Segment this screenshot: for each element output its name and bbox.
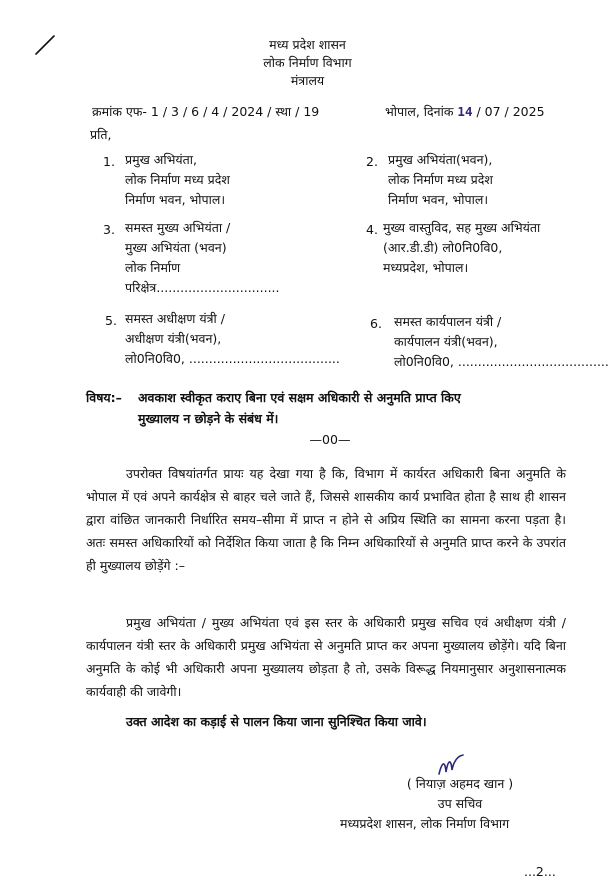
header-line-2: लोक निर्माण विभाग [263, 55, 352, 70]
addressee-5-number: 5. [105, 313, 117, 328]
addressee-line: समस्त कार्यपालन यंत्री / [394, 314, 502, 329]
separator: —00— [309, 432, 351, 447]
body-paragraph-2: प्रमुख अभियंता / मुख्य अभियंता एवं इस स्तर के अधिकारी प्रमुख सचिव एवं अधीक्षण यंत्री / कार्यपालन यंत्री स्तर के अधिकारी प्रमुख अभियंता से अनुमति प्राप्त कर अपना मुख्यालय छोड़ेंगे। यदि बिना अनुमति के कोई भी अधिकारी अपना मुख्यालय छोड़ता है तो, उसके विरूद्ध नियमानुसार अनुशासनात्मक कार्यवाही की जावेगी। [86, 615, 566, 699]
date-place: भोपाल, दिनांक [385, 104, 454, 119]
signatory-name: ( नियाज़ अहमद खान ) [406, 776, 514, 791]
addressee-1 [125, 150, 230, 210]
addressee-1-number: 1. [103, 154, 115, 169]
addressee-line: कार्यपालन यंत्री(भवन), [394, 334, 498, 349]
addressee-line: प्रमुख अभियंता, [125, 152, 197, 167]
addressee-line: मध्यप्रदेश, भोपाल। [383, 260, 469, 275]
addressee-line: मुख्य अभियंता (भवन) [125, 240, 227, 255]
addressee-line: निर्माण भवन, भोपाल। [125, 192, 226, 207]
addressee-5 [125, 309, 340, 369]
page-continuation-marker: ...2... [524, 864, 556, 879]
addressee-line: लोक निर्माण [125, 260, 181, 275]
addressee-2 [388, 150, 493, 210]
addressee-line: समस्त मुख्य अभियंता / [125, 220, 231, 235]
body-paragraph-3: उक्त आदेश का कड़ाई से पालन किया जाना सुनिश्चित किया जावे। [126, 714, 427, 729]
addressee-line: लो0नि0वि0, ...................................... [125, 351, 340, 366]
subject-line-1: अवकाश स्वीकृत कराए बिना एवं सक्षम अधिकारी से अनुमति प्राप्त किए [138, 390, 461, 405]
addressee-4 [383, 218, 540, 278]
date-day-handwritten: 14 [457, 104, 473, 119]
reference-date [385, 103, 545, 120]
header-line-1: मध्य प्रदेश शासन [269, 37, 346, 52]
addressee-3 [125, 218, 280, 298]
addressee-2-number: 2. [366, 154, 378, 169]
addressee-line: अधीक्षण यंत्री(भवन), [125, 331, 222, 346]
reference-number: क्रमांक एफ- 1 / 3 / 6 / 4 / 2024 / स्था / 19 [92, 104, 320, 119]
addressee-line: मुख्य वास्तुविद, सह मुख्य अभियंता [383, 220, 541, 235]
addressee-line: (आर.डी.डी) लो0नि0वि0, [383, 240, 503, 255]
addressee-line: परिक्षेत्र............................... [125, 280, 280, 295]
header-line-3: मंत्रालय [290, 73, 325, 88]
addressee-line: समस्त अधीक्षण यंत्री / [125, 311, 225, 326]
subject-line-2: मुख्यालय न छोड़ने के संबंध में। [138, 411, 279, 426]
signatory-department: मध्यप्रदेश शासन, लोक निर्माण विभाग [340, 816, 510, 831]
addressee-6-number: 6. [370, 316, 382, 331]
signatory-designation: उप सचिव [437, 796, 483, 811]
subject-label: विषय:– [86, 390, 122, 405]
body-paragraph-1: उपरोक्त विषयांतर्गत प्रायः यह देखा गया है कि, विभाग में कार्यरत अधिकारी बिना अनुमति के भोपाल में एवं अपने कार्यक्षेत्र से बाहर चले जाते हैं, जिससे शासकीय कार्य प्रभावित होता है साथ ही शासन द्वारा वांछित जानकारी निर्धारित समय–सीमा में प्राप्त न होने से अप्रिय स्थिति का सामना करना पड़ता है। अतः समस्त अधिकारियों को निर्देशित किया जाता है कि निम्न अधिकारियों से अनुमति प्राप्त करने के उपरांत ही मुख्यालय छोड़ेंगे :– [86, 466, 566, 573]
addressee-line: लोक निर्माण मध्य प्रदेश [388, 172, 493, 187]
addressee-line: प्रमुख अभियंता(भवन), [388, 152, 493, 167]
addressee-6 [394, 312, 609, 372]
addressee-3-number: 3. [103, 222, 115, 237]
addressee-4-number: 4. [366, 222, 378, 237]
addressee-line: लोक निर्माण मध्य प्रदेश [125, 172, 230, 187]
date-month-year: / 07 / 2025 [476, 104, 545, 119]
prati-label: प्रति, [90, 127, 112, 142]
addressee-line: लो0नि0वि0, ...................................... [394, 354, 609, 369]
addressee-line: निर्माण भवन, भोपाल। [388, 192, 489, 207]
